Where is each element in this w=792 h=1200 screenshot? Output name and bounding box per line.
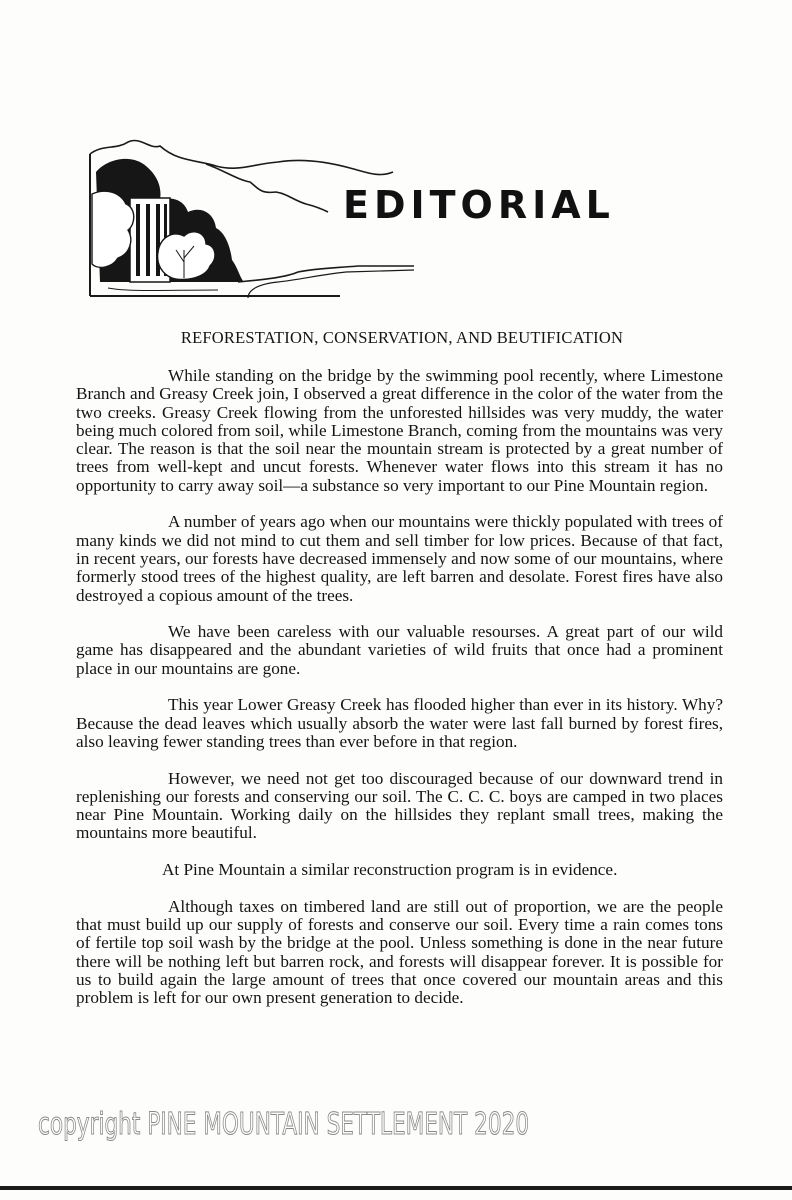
article-paragraph: We have been careless with our valuable resourses. A great part of our wild game has disappeared and the abundant varieties of wild fruits that once had a prominent place in our mountains are gone.	[76, 622, 723, 678]
article-body	[76, 367, 723, 1026]
stream-path	[238, 266, 414, 282]
masthead-title: EDITORIAL	[343, 183, 615, 227]
page-bottom-edge	[0, 1186, 792, 1190]
article-paragraph: Although taxes on timbered land are still out of proportion, we are the people that must build up our supply of forests and conserve our soil. Every time a rain comes tons of fertile top soil wash by the bridge at the pool. Unless something is done in the near future there will be nothing left but barren rock, and forests will disappear forever. It is possible for us to build again the large amount of trees that once covered our mountain areas and this problem is left for our own present generation to decide.	[76, 896, 723, 1008]
article-title: REFORESTATION, CONSERVATION, AND BEUTIFICATION	[180, 328, 624, 347]
copyright-watermark: copyright PINE MOUNTAIN SETTLEMENT 2020	[38, 1107, 530, 1142]
article-paragraph: At Pine Mountain a similar reconstruction program is in evidence.	[162, 860, 618, 880]
article-paragraph: While standing on the bridge by the swimming pool recently, where Limestone Branch and Greasy Creek join, I observed a great difference in the color of the water from the two creeks. Greasy Creek flowing from the unforested hillsides was very muddy, the water being much colored from soil, while Limestone Branch, coming from the mountains was very clear. The reason is that the soil near the mountain stream is protected by a great number of trees from well-kept and uncut forests. Whenever water flows into this stream it has no opportunity to carry away soil—a substance so very important to our Pine Mountain region.	[76, 366, 723, 495]
article-paragraph: However, we need not get too discouraged because of our downward trend in replenishing our forests and conserving our soil. The C. C. C. boys are camped in two places near Pine Mountain. Working daily on the hillsides they replant small trees, making the mountains more beautiful.	[76, 768, 723, 843]
article-paragraph: This year Lower Greasy Creek has flooded higher than ever in its history. Why? Because the dead leaves which usually absorb the water were last fall burned by forest fires, also leaving fewer standing trees than ever before in that region.	[76, 695, 723, 751]
article-paragraph: A number of years ago when our mountains were thickly populated with trees of many kinds we did not mind to cut them and sell timber for low prices. Because of that fact, in recent years, our forests have decreased immensely and now some of our mountains, where formerly stood trees of the highest quality, are left barren and desolate. Forest fires have also destroyed a copious amount of the trees.	[76, 512, 723, 605]
mountain-ridge-line	[206, 164, 328, 212]
